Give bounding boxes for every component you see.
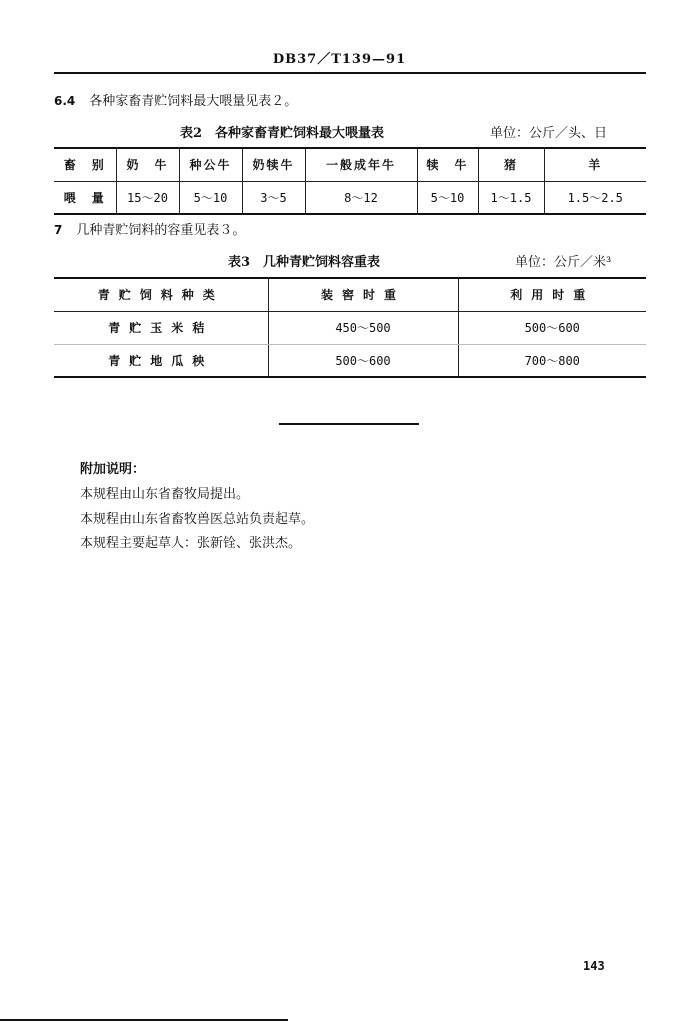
table2-amount-cell: 3～5 — [242, 181, 305, 214]
footer-rule — [0, 1019, 288, 1021]
table3-loading-cell: 450～500 — [268, 311, 458, 344]
table3-header-type: 青贮饲料种类 — [54, 278, 268, 311]
table2-amount-cell: 5～10 — [417, 181, 478, 214]
section-6-4 — [54, 90, 297, 109]
table2-animal-cell: 奶犊牛 — [242, 148, 305, 181]
table2-animal-cell: 种公牛 — [179, 148, 242, 181]
section-6-4-text: 各种家畜青贮饲料最大喂量见表２。 — [89, 94, 298, 109]
notes-line: 本规程由山东省畜牧局提出。 — [80, 487, 250, 502]
table2-animal-cell: 奶 牛 — [116, 148, 179, 181]
table2-animal-cell: 羊 — [544, 148, 646, 181]
table3-caption — [228, 251, 380, 270]
table3-header-row — [54, 278, 646, 311]
table3-using-cell: 700～800 — [458, 344, 646, 377]
notes-line: 本规程由山东省畜牧兽医总站负责起草。 — [80, 512, 315, 527]
table2-animal-cell: 犊 牛 — [417, 148, 478, 181]
table3-header-loading: 装窖时重 — [268, 278, 458, 311]
table3-row — [54, 311, 646, 344]
table2-amount-cell: 5～10 — [179, 181, 242, 214]
table2-amount-cell: 8～12 — [305, 181, 417, 214]
table2-caption — [180, 122, 384, 141]
feed-amount-table — [54, 147, 646, 215]
table2-unit: 单位：公斤／头、日 — [490, 126, 608, 141]
header-rule — [54, 72, 646, 74]
table3-type-cell: 青贮玉米秸 — [54, 311, 268, 344]
table2-amount-cell: 15～20 — [116, 181, 179, 214]
section-6-4-number: 6.4 — [54, 94, 76, 108]
table2-animal-cell: 一般成年牛 — [305, 148, 417, 181]
page-number: 143 — [583, 959, 605, 973]
notes-title: 附加说明： — [80, 462, 146, 477]
table3-row — [54, 344, 646, 377]
section-7-text: 几种青贮饲料的容重见表３。 — [76, 223, 246, 238]
table2-row-label-amount: 喂 量 — [63, 190, 106, 205]
table3-using-cell: 500～600 — [458, 311, 646, 344]
table2-amount-cell: 1～1.5 — [478, 181, 544, 214]
silage-density-table — [54, 277, 646, 378]
table2-animal-row — [54, 148, 646, 181]
document-header-code: DB37／T139—91 — [272, 52, 407, 67]
table3-unit: 单位：公斤／米³ — [515, 255, 612, 270]
table2-caption-text: 表2 各种家畜青贮饲料最大喂量表 — [180, 126, 385, 141]
notes-line: 本规程主要起草人：张新铨、张洪杰。 — [80, 536, 302, 551]
end-of-text-rule — [279, 423, 419, 425]
table2-animal-cell: 猪 — [478, 148, 544, 181]
table2-amount-cell: 1.5～2.5 — [544, 181, 646, 214]
table3-loading-cell: 500～600 — [268, 344, 458, 377]
table3-header-using: 利用时重 — [458, 278, 646, 311]
table3-type-cell: 青贮地瓜秧 — [108, 353, 214, 368]
table3-caption-text: 表3 几种青贮饲料容重表 — [228, 255, 381, 270]
table2-row-label-animal: 畜 别 — [54, 148, 116, 181]
table2-amount-row — [54, 181, 646, 214]
section-7-number: 7 — [54, 223, 63, 237]
section-7 — [54, 219, 245, 238]
